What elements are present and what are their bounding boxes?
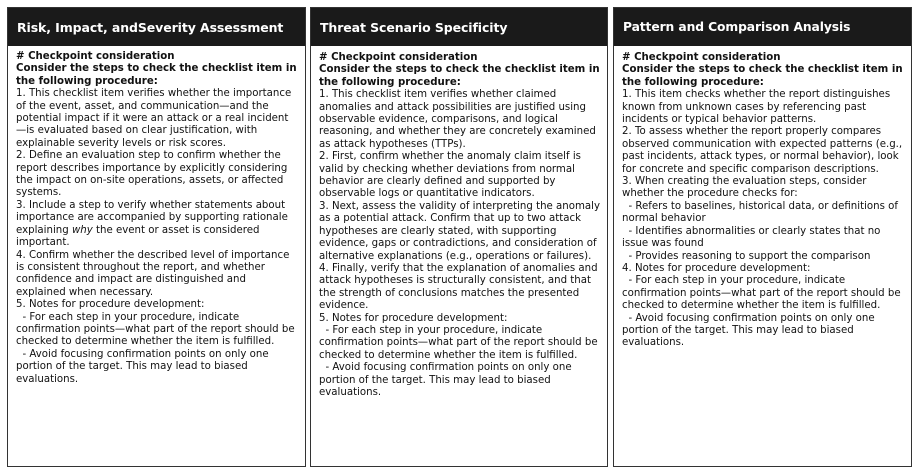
list-item: 1. This checklist item verifies whether claimed anomalies and attack possibilities are justified using observable evidence, comparisons, and logical reasoning, and whether they are concretely examined as attack hypotheses (TTPs). [319, 89, 600, 150]
list-item: 2. Define an evaluation step to confirm whether the report describes importance by explicitly considering the impact on on-site operations, assets, or affected systems. [16, 150, 291, 199]
list-item-tail: the event or asset is considered important. [16, 224, 263, 249]
threat-scenario-panel [310, 7, 608, 467]
list-item: 1. This item checks whether the report distinguishes known from unknown cases by referencing past incidents or typical behavior patterns. [622, 89, 894, 126]
panel-title: Pattern and Comparison Analysis [614, 8, 911, 46]
procedure-heading: Consider the steps to check the checklist item in the following procedure: [622, 64, 903, 88]
pattern-comparison-panel [613, 7, 912, 467]
list-item: - Refers to baselines, historical data, or definitions of normal behavior [622, 200, 902, 225]
risk-impact-severity-panel [7, 7, 306, 467]
checkpoint-heading: # Checkpoint consideration [622, 52, 781, 63]
list-item: 3. Next, assess the validity of interpreting the anomaly as a potential attack. Confirm that up to two attack hypotheses are clearly stated, with supporting evidence, gaps or contradictions, and consideration of alternative explanations (e.g., operations or failures). [319, 200, 604, 262]
list-item: - For each step in your procedure, indicate confirmation points—what part of the report should be checked to determine whether the item is fulfilled. [16, 311, 298, 348]
list-item: 4. Confirm whether the described level of importance is consistent throughout the report, and whether confidence and impact are distinguished and explained when necessary. [16, 249, 293, 298]
list-item: - For each step in your procedure, indicate confirmation points—what part of the report should be checked to determine whether the item is fulfilled. [319, 324, 601, 361]
list-item: 5. Notes for procedure development: [319, 312, 508, 324]
checkpoint-heading: # Checkpoint consideration [16, 51, 175, 62]
list-item [16, 200, 298, 250]
list-item: 3. When creating the evaluation steps, consider whether the procedure checks for: [622, 176, 870, 200]
list-item: - Avoid focusing confirmation points on only one portion of the target. This may lead to biased evaluations. [622, 312, 878, 349]
panel-body [8, 46, 305, 386]
checkpoint-heading: # Checkpoint consideration [319, 52, 478, 63]
panel-title: Threat Scenario Specificity [311, 8, 607, 46]
list-item: - For each step in your procedure, indicate confirmation points—what part of the report should be checked to determine whether the item is fulfilled. [622, 275, 904, 312]
procedure-heading: Consider the steps to check the checklist item in the following procedure: [319, 64, 600, 88]
list-item: 2. First, confirm whether the anomaly claim itself is valid by checking whether deviations from normal behavior are clearly defined and supported by observable logs or quantitative indicators. [319, 151, 585, 200]
list-item: - Provides reasoning to support the comparison [622, 250, 871, 262]
emphasis-text: why [71, 224, 93, 236]
list-item: 1. This checklist item verifies whether the importance of the event, asset, and communication—and the potential impact if it were an attack or a real incident—is evaluated based on clear justification, with explainable severity levels or risk scores. [16, 88, 295, 149]
panel-title: Risk, Impact, andSeverity Assessment [8, 8, 305, 46]
list-item-text: 3. Include a step to verify whether statements about importance are accompanied by supporting rationale explaining [16, 199, 292, 236]
procedure-heading: Consider the steps to check the checklist item in the following procedure: [16, 63, 297, 87]
list-item: 2. To assess whether the report properly compares observed communication with expected patterns (e.g., past incidents, attack types, or normal behavior), look for concrete and specific comparison descriptions. [622, 126, 906, 175]
list-item: 5. Notes for procedure development: [16, 299, 205, 311]
list-item: 4. Finally, verify that the explanation of anomalies and attack hypotheses is structurally consistent, and that the strength of conclusions matches the presented evidence. [319, 262, 601, 312]
panel-body [311, 46, 607, 399]
list-item: - Avoid focusing confirmation points on only one portion of the target. This may lead to biased evaluations. [16, 348, 272, 385]
panel-body [614, 46, 911, 350]
list-item: - Avoid focusing confirmation points on only one portion of the target. This may lead to biased evaluations. [319, 362, 575, 398]
list-item: - Identifies abnormalities or clearly states that no issue was found [622, 225, 884, 250]
list-item: 4. Notes for procedure development: [622, 262, 811, 274]
